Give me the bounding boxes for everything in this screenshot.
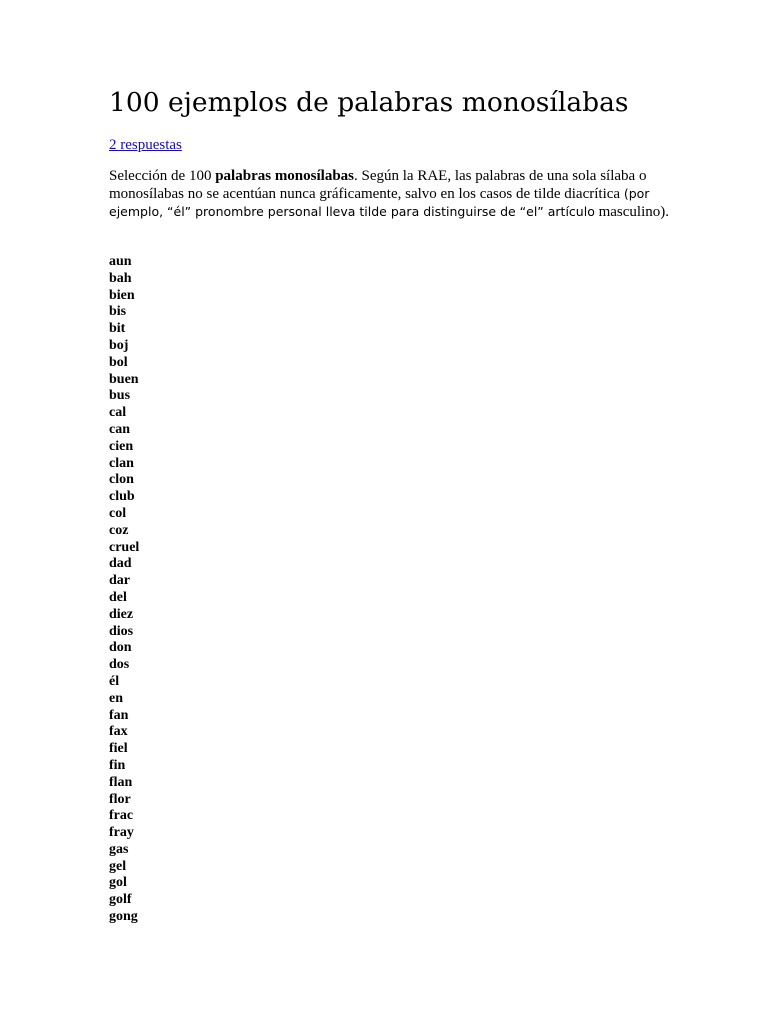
- word-list-item: del: [109, 589, 127, 605]
- word-list-item: bien: [109, 287, 135, 303]
- word-list-item: cruel: [109, 539, 140, 555]
- intro-text-start: Selección de 100: [109, 168, 216, 184]
- word-list-item: fray: [109, 825, 134, 841]
- word-list-item: bol: [109, 354, 128, 370]
- word-list-item: frac: [109, 808, 134, 824]
- intro-paragraph: [109, 168, 669, 221]
- word-list-item: bah: [109, 270, 132, 286]
- word-list-item: aun: [109, 254, 132, 269]
- word-list-item: fan: [109, 707, 129, 723]
- word-list-item: can: [109, 421, 130, 437]
- word-list-item: gel: [109, 858, 127, 874]
- word-list-item: clan: [109, 455, 134, 471]
- word-list-item: coz: [109, 522, 129, 538]
- word-list-item: bit: [109, 321, 126, 337]
- intro-text-example: (por ejemplo, “él” pronombre personal lleva tilde para distinguirse de “el” artículo: [109, 186, 650, 219]
- intro-text-end: masculino).: [594, 204, 670, 220]
- word-list-item: golf: [109, 892, 132, 908]
- word-list-item: bus: [109, 388, 131, 404]
- word-list-item: fin: [109, 757, 126, 773]
- word-list-item: flan: [109, 774, 133, 790]
- word-list-item: gas: [109, 841, 129, 857]
- intro-bold-term: palabras monosílabas: [215, 168, 355, 184]
- word-list-item: dar: [109, 573, 130, 589]
- word-list-item: clon: [109, 472, 134, 488]
- word-list-item: diez: [109, 606, 134, 622]
- word-list-item: fiel: [109, 741, 128, 757]
- word-list-item: él: [109, 673, 120, 689]
- intro-text-middle: . Según la RAE, las palabras de una sola sílaba o monosílabas no se acentúan nunca gráficamente, salvo en los casos de tilde diacrítica: [109, 168, 647, 202]
- word-list-item: bis: [109, 304, 127, 320]
- word-list-item: gol: [109, 875, 127, 891]
- word-list-item: gong: [109, 909, 138, 925]
- word-list-item: dios: [109, 623, 134, 639]
- word-list-item: dad: [109, 556, 132, 572]
- word-list-item: flor: [109, 791, 131, 807]
- word-list-item: cien: [109, 438, 134, 454]
- word-list-item: club: [109, 489, 135, 505]
- page-title: 100 ejemplos de palabras monosílabas: [109, 87, 629, 118]
- word-list-item: col: [109, 505, 127, 521]
- word-list-item: cal: [109, 405, 127, 421]
- word-list-item: buen: [109, 371, 139, 387]
- word-list-item: fax: [109, 724, 128, 740]
- word-list-item: don: [109, 640, 132, 656]
- word-list-item: en: [109, 690, 123, 706]
- responses-link[interactable]: 2 respuestas: [109, 137, 182, 153]
- word-list-item: dos: [109, 657, 130, 673]
- word-list: [109, 254, 139, 926]
- word-list-item: boj: [109, 337, 129, 353]
